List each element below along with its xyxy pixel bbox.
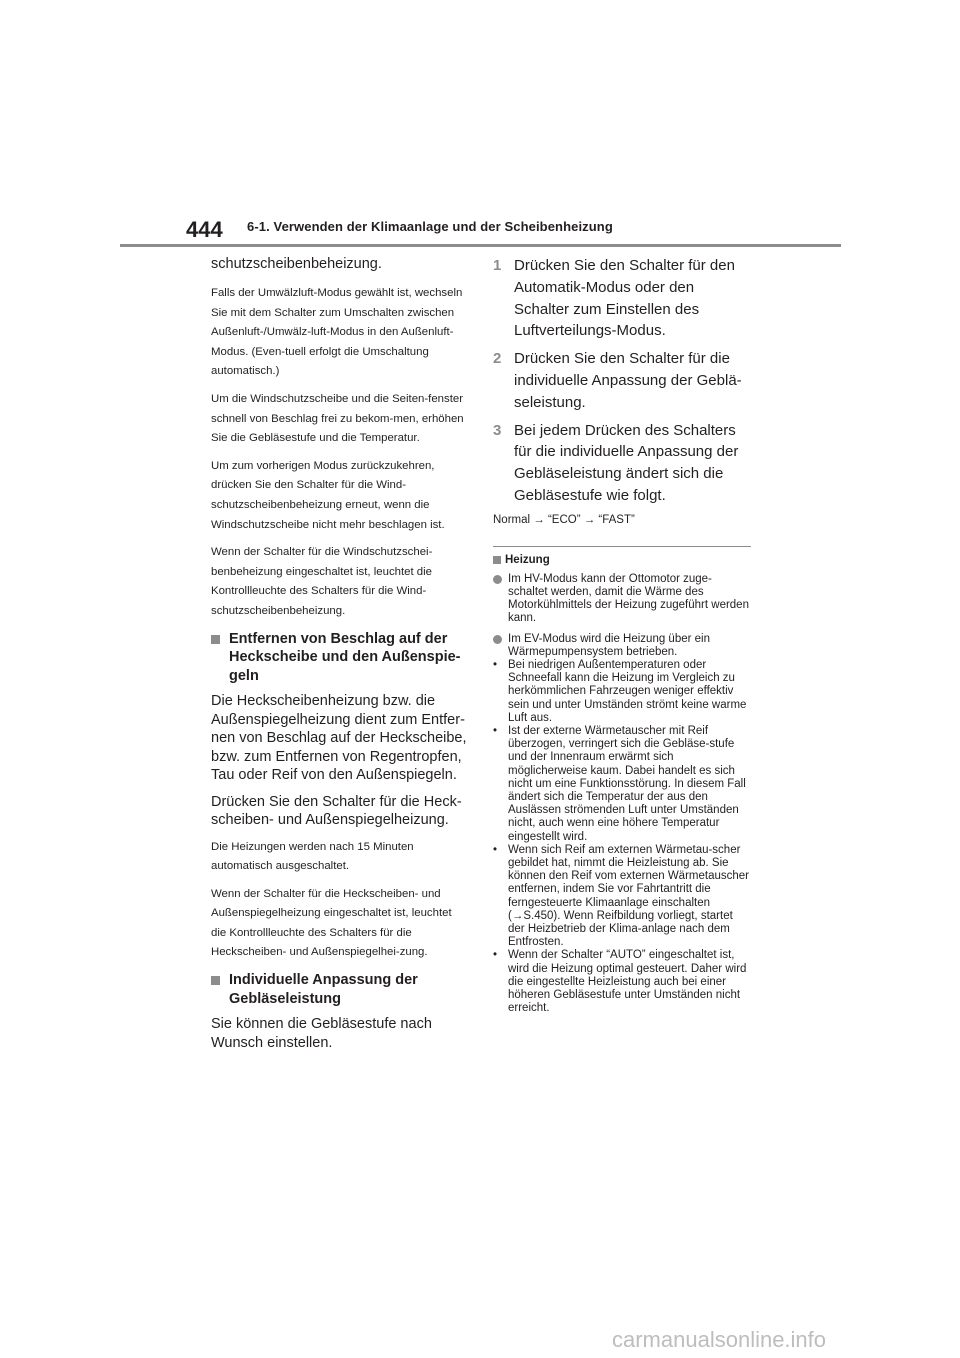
list-item: • Bei niedrigen Außentemperaturen oder Schneefall kann die Heizung im Vergleich zu herkömmlichen Fahrzeugen weniger effektiv sein und unter Umständen strömt keine warme Luft aus. [493,658,747,724]
square-bullet-icon [211,635,220,644]
bullet-list [493,659,751,1015]
list-item: • Wenn der Schalter “AUTO” eingeschaltet ist, wird die Heizung optimal gesteuert. Daher wird die eingestellte Heizleistung auch bei einer höheren Gebläsestufe unter Umständen nicht erreicht. [493,949,747,1015]
body-paragraph: Drücken Sie den Schalter für die Heck-scheiben- und Außenspiegelheizung. [211,793,462,828]
heading-heating: Heizung [493,554,751,566]
square-bullet-icon [493,556,501,564]
note-paragraph: Um die Windschutzscheibe und die Seiten-fenster schnell von Beschlag frei zu bekom-men, erhöhen Sie die Gebläsestufe und die Temperatur. [211,392,464,445]
bullet-mark: • [493,725,498,737]
page-number: 444 [186,217,223,242]
bullet-mark: • [493,949,498,962]
step-text: Drücken Sie den Schalter für die individuelle Anpassung der Geblä-seleistung. [514,350,742,411]
step-text: Bei jedem Drücken des Schalters für die individuelle Anpassung der Gebläseleistung ändert sich die Gebläsestufe wie folgt. [514,421,739,504]
note-paragraph: Die Heizungen werden nach 15 Minuten automatisch ausgeschaltet. [211,840,414,873]
step-item [493,420,751,507]
watermark: carmanualsonline.info [612,1327,827,1352]
left-column [211,255,467,1060]
round-bullet-icon [493,635,502,644]
step-item [493,348,751,413]
bullet-mark: • [493,843,498,856]
step-item [493,255,751,342]
right-column [493,255,751,1015]
note-paragraph: Um zum vorherigen Modus zurückzukehren, drücken Sie den Schalter für die Wind-schutzscheibenbeheizung erneut, wenn die Windschutzscheibe nicht mehr beschlagen ist. [211,459,445,531]
step-number: 2 [493,350,502,368]
heading-fan-speed: Individuelle Anpassung der Gebläseleistung [211,971,467,1008]
note-paragraph: Wenn der Schalter für die Windschutzschei-benbeheizung eingeschaltet ist, leuchtet die Kontrollleuchte des Schalters für die Wind-schutzscheibenbeheizung. [211,546,433,617]
bullet-mark: • [493,658,498,671]
list-item: • Wenn sich Reif am externen Wärmetau-scher gebildet hat, nimmt die Heizleistung ab. Sie können den Reif vom externen Wärmetauscher entfernen, indem Sie vor Fahrtantritt die ferngesteuerte Klimaanlage einschalten (→S.450). Wenn Reifbildung vorliegt, startet der Heizbetrieb der Klima-anlage nach dem Entfrosten. [493,843,749,949]
body-paragraph: Sie können die Gebläsestufe nach Wunsch einstellen. [211,1016,432,1051]
step-text: Drücken Sie den Schalter für den Automatik-Modus oder den Schalter zum Einstellen des Luftverteilungs-Modus. [514,257,735,340]
step-number: 3 [493,421,502,439]
fan-mode-sequence: Normal → “ECO” → “FAST” [493,513,635,526]
note-item: Im HV-Modus kann der Ottomotor zuge-schaltet werden, damit die Wärme des Motorkühlmittels der Heizung zugeführt werden kann. [493,573,751,626]
round-bullet-icon [493,575,502,584]
list-item: • Ist der externe Wärmetauscher mit Reif überzogen, verringert sich die Gebläse-stufe und der Innenraum erwärmt sich möglicherweise kaum. Dabei handelt es sich nicht um eine Funktionsstörung. In diesem Fall ändert sich die Temperatur der aus den Auslässen strömenden Luft unter Umständen nicht, auch wenn eine höhere Temperatur eingestellt wird. [493,725,746,843]
square-bullet-icon [211,976,220,985]
heading-rear-defogger: Entfernen von Beschlag auf der Heckscheibe und den Außenspie-geln [211,630,467,686]
step-number: 1 [493,257,502,274]
note-paragraph: Falls der Umwälzluft-Modus gewählt ist, wechseln Sie mit dem Schalter zum Umschalten zwischen Außenluft-/Umwälz-luft-Modus in den Außenluft-Modus. (Even-tuell erfolgt die Umschaltung automatisch.) [211,287,463,378]
note-paragraph: Wenn der Schalter für die Heckscheiben- und Außenspiegelheizung eingeschaltet ist, leuchtet die Kontrollleuchte des Schalters für die Heckscheiben- und Außenspiegelhei-zung. [211,887,452,959]
section-divider [493,546,751,547]
continued-text: schutzscheibenbeheizung. [211,256,382,272]
section-title: 6-1. Verwenden der Klimaanlage und der Scheibenheizung [247,219,613,234]
header-divider [120,244,841,247]
body-paragraph: Die Heckscheibenheizung bzw. die Außenspiegelheizung dient zum Entfer-nen von Beschlag auf der Heckscheibe, bzw. zum Entfernen von Regentropfen, Tau oder Reif von den Außenspiegeln. [211,693,467,783]
note-item: Im EV-Modus wird die Heizung über ein Wärmepumpensystem betrieben. [493,633,751,659]
